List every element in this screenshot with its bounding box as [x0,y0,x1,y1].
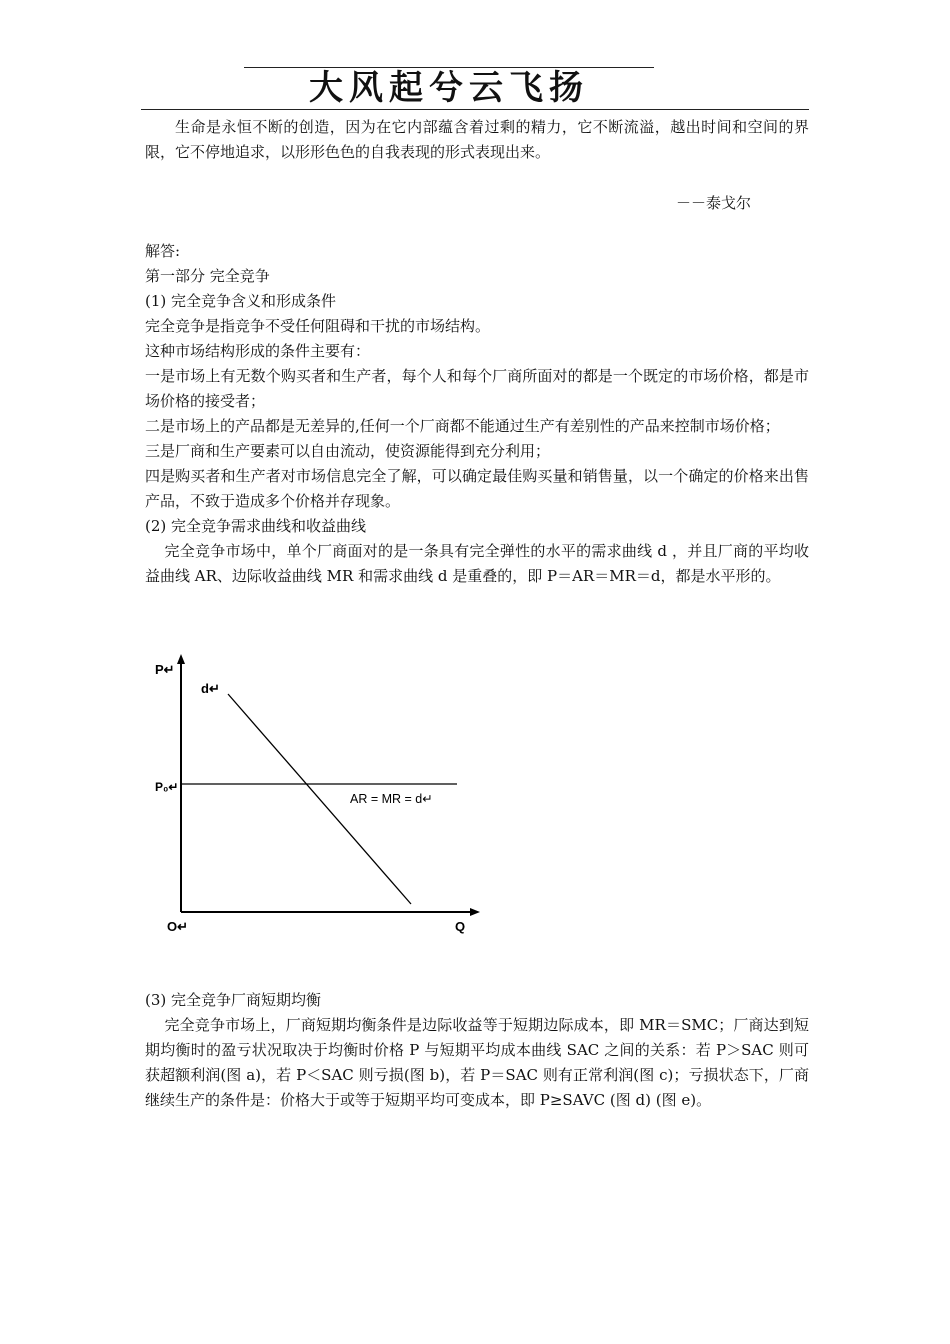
y-axis-arrow [177,654,185,664]
demand-curve-diagram [150,650,490,940]
x-axis-label: Q [455,919,466,934]
x-axis-arrow [470,908,480,916]
header-bottom-rule [141,109,809,110]
section-1-title: (1) 完全竞争含义和形成条件 [145,292,337,310]
answer-label: 解答: [145,242,181,260]
answer-section [145,239,809,589]
horizontal-line-label: AR = MR = d↵ [350,792,433,806]
section-1-condition-4: 四是购买者和生产者对市场信息完全了解，可以确定最佳购买量和销售量，以一个确定的价格来出售产品，不致于造成多个价格并存现象。 [145,467,809,510]
section-1-condition-3: 三是厂商和生产要素可以自由流动，使资源能得到充分利用； [145,442,551,460]
section-1-condition-2: 二是市场上的产品都是无差异的,任何一个厂商都不能通过生产有差别性的产品来控制市场价格； [145,417,780,435]
section-3 [145,988,809,1113]
quote-author: －－泰戈尔 [676,194,752,212]
header-banner-title: 大风起兮云飞扬 [309,68,589,108]
quote-block [145,115,809,165]
part-title: 第一部分 完全竞争 [145,267,270,285]
section-3-text: 完全竞争市场上，厂商短期均衡条件是边际收益等于短期边际成本，即 MR＝SMC；厂商达到短期均衡时的盈亏状况取决于均衡时价格 P 与短期平均成本曲线 SAC 之间的关系：若 P＞SAC 则可获超额利润(图 a)，若 P＜SAC 则亏损(图 b)，若 P＝SAC 则有正常利润(图 c)；亏损状态下，厂商继续生产的条件是：价格大于或等于短期平均可变成本，即 P≥SAVC (图 d) (图 e)。 [145,1016,809,1109]
section-1-definition: 完全竞争是指竞争不受任何阻碍和干扰的市场结构。 [145,317,491,335]
demand-label: d↵ [201,681,220,696]
section-2-text: 完全竞争市场中，单个厂商面对的是一条具有完全弹性的水平的需求曲线 d ，并且厂商的平均收益曲线 AR、边际收益曲线 MR 和需求曲线 d 是重叠的，即 P＝AR＝MR＝d，都是水平形的。 [145,542,809,585]
section-1-condition-1: 一是市场上有无数个购买者和生产者，每个人和每个厂商所面对的都是一个既定的市场价格，都是市场价格的接受者； [145,367,809,410]
section-1-conditions-intro: 这种市场结构形成的条件主要有： [145,342,371,360]
section-2-title: (2) 完全竞争需求曲线和收益曲线 [145,517,367,535]
origin-label: O↵ [167,919,189,934]
y-axis-label: P↵ [155,662,175,677]
price-label: P₀↵ [155,780,179,794]
section-3-title: (3) 完全竞争厂商短期均衡 [145,991,322,1009]
quote-text: 生命是永恒不断的创造，因为在它内部蕴含着过剩的精力，它不断流溢，越出时间和空间的界限，它不停地追求，以形形色色的自我表现的形式表现出来。 [145,118,809,161]
